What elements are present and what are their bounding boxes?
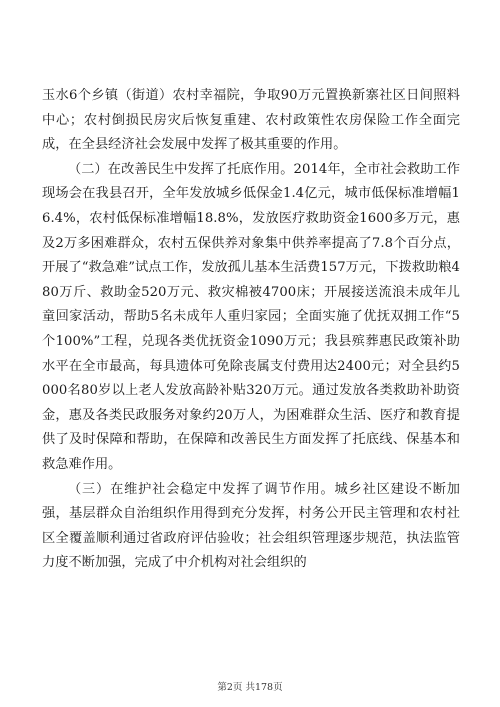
page-footer: 第2页 共178页 [217,682,283,693]
document-body [42,84,460,576]
paragraph-livelihood: （二）在改善民生中发挥了托底作用。2014年，全市社会救助工作现场会在我县召开，全年发放城乡低保金1.4亿元，城市低保标准增幅16.4%，农村低保标准增幅18.8%，发放医疗救助资金1600多万元，惠及2万多困难群众，农村五保供养对象集中供养率提高了7.8个百分点，开展了“救急难”试点工作，发放孤儿基本生活费157万元，下拨救助粮480万斤、救助金520万元、救灾棉被4700床；开展接送流浪未成年儿童回家活动，帮助5名未成年人重归家园；全面实施了优抚双拥工作“5个100%”工程，兑现各类优抚资金1090万元；我县殡葬惠民政策补助水平在全市最高，每具遗体可免除丧属支付费用达2400元；对全县约5000名80岁以上老人发放高龄补贴320万元。通过发放各类救助补助资金，惠及各类民政服务对象约20万人，为困难群众生活、医疗和教育提供了及时保障和帮助，在保障和改善民生方面发挥了托底线、保基本和救急难作用。 [42,161,460,472]
paragraph-stability: （三）在维护社会稳定中发挥了调节作用。城乡社区建设不断加强，基层群众自治组织作用得到充分发挥，村务公开民主管理和农村社区全覆盖顺利通过省政府评估验收；社会组织管理逐步规范，执法监管力度不断加强，完成了中介机构对社会组织的 [42,481,460,571]
paragraph-continuation: 玉水6个乡镇（街道）农村幸福院，争取90万元置换新寨社区日间照料中心；农村倒损民房灾后恢复重建、农村政策性农房保险工作全面完成，在全县经济社会发展中发挥了极其重要的作用。 [42,88,460,153]
